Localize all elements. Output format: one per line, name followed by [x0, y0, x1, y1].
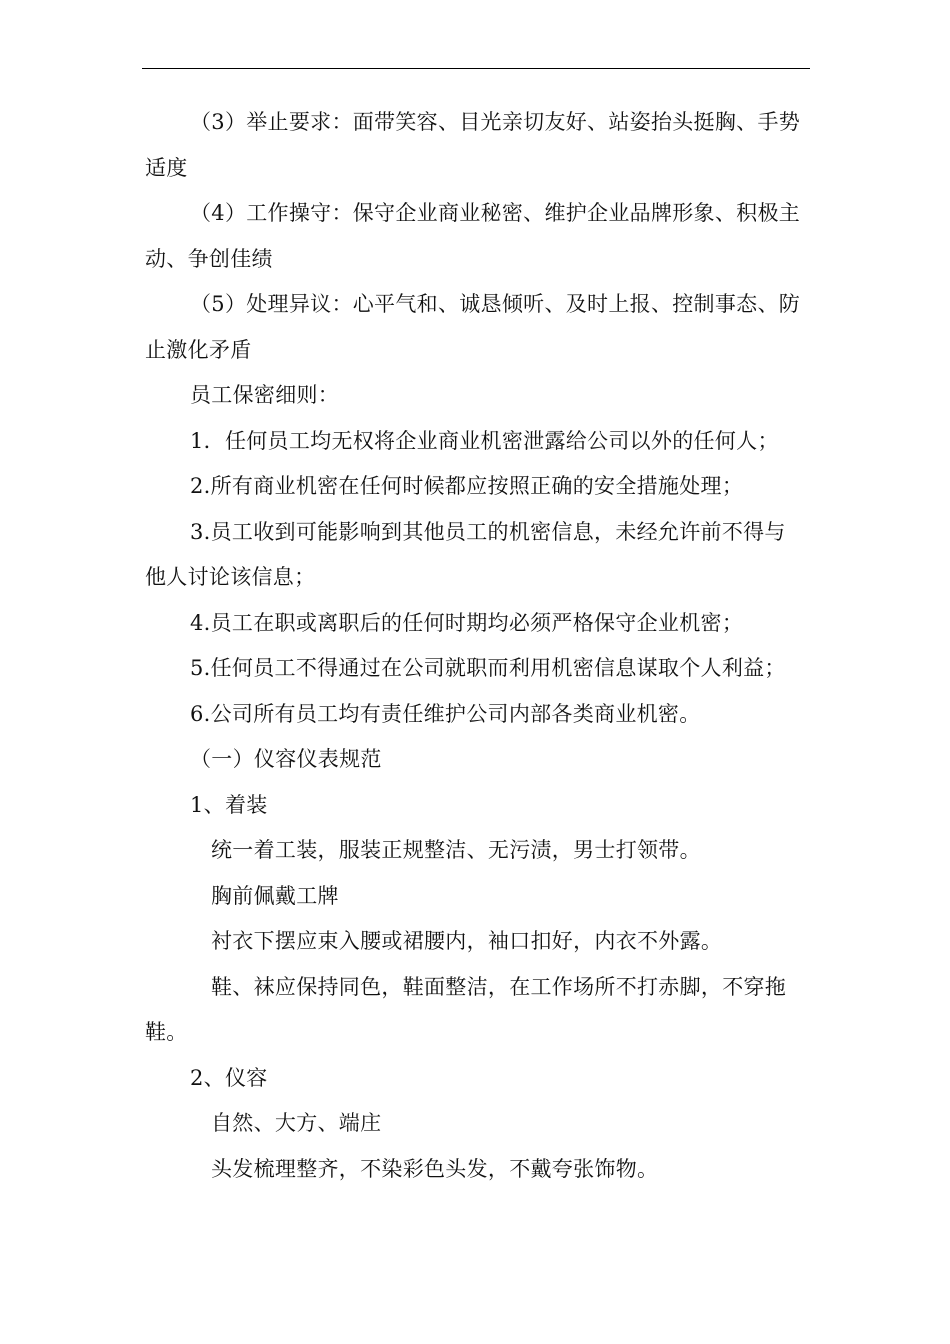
- list-item: 他人讨论该信息；: [145, 565, 316, 589]
- paragraph-line: 衬衣下摆应束入腰或裙腰内，袖口扣好，内衣不外露。: [211, 929, 723, 953]
- paragraph-line: （3）举止要求：面带笑容、目光亲切友好、站姿抬头挺胸、手势: [190, 110, 801, 134]
- list-item: 2.所有商业机密在任何时候都应按照正确的安全措施处理；: [190, 474, 744, 498]
- paragraph-line: 止激化矛盾: [145, 337, 252, 362]
- section-heading: 员工保密细则：: [190, 383, 340, 407]
- header-rule: [142, 68, 810, 69]
- paragraph-line: 鞋。: [145, 1020, 188, 1044]
- paragraph-line: 头发梳理整齐，不染彩色头发，不戴夸张饰物。: [211, 1156, 659, 1181]
- list-item: 5.任何员工不得通过在公司就职而利用机密信息谋取个人利益；: [190, 656, 786, 680]
- document-body: [145, 100, 817, 1192]
- paragraph-line: 动、争创佳绩: [145, 246, 273, 271]
- paragraph-line: 自然、大方、端庄: [211, 1111, 382, 1135]
- paragraph-line: 鞋、袜应保持同色，鞋面整洁，在工作场所不打赤脚，不穿拖: [211, 974, 787, 999]
- paragraph-line: 适度: [145, 155, 188, 180]
- paragraph-line: （5）处理异议：心平气和、诚恳倾听、及时上报、控制事态、防: [190, 292, 801, 316]
- paragraph-line: （4）工作操守：保守企业商业秘密、维护企业品牌形象、积极主: [190, 201, 801, 225]
- subsection-heading: 1、着装: [190, 792, 268, 817]
- list-item: 1．任何员工均无权将企业商业机密泄露给公司以外的任何人；: [190, 428, 779, 453]
- subsection-heading: 2、仪容: [190, 1065, 268, 1090]
- list-item: 4.员工在职或离职后的任何时期均必须严格保守企业机密；: [190, 610, 744, 635]
- paragraph-line: 胸前佩戴工牌: [211, 883, 339, 908]
- paragraph-line: 统一着工装，服装正规整洁、无污渍，男士打领带。: [211, 838, 701, 862]
- section-heading: （一）仪容仪表规范: [190, 747, 382, 771]
- list-item: 6.公司所有员工均有责任维护公司内部各类商业机密。: [190, 701, 701, 726]
- list-item: 3.员工收到可能影响到其他员工的机密信息，未经允许前不得与: [190, 519, 786, 544]
